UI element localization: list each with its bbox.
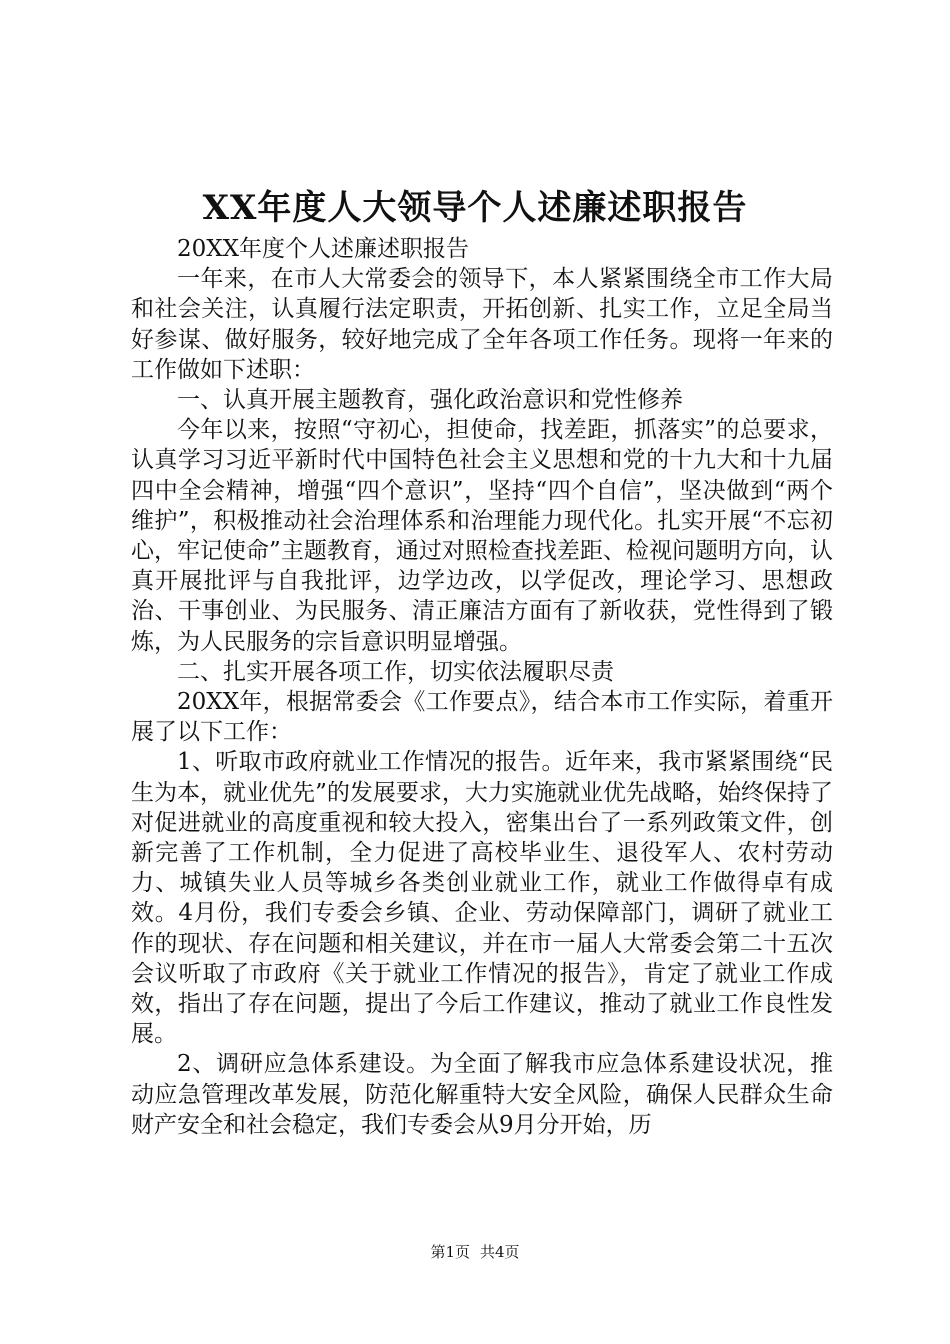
page-footer bbox=[0, 1242, 950, 1262]
document-body bbox=[131, 234, 833, 1140]
paragraph-subtitle: 20XX年度个人述廉述职报告 bbox=[177, 236, 470, 262]
document-title: XX年度人大领导个人述廉述职报告 bbox=[202, 188, 748, 228]
section-heading-2: 二、扎实开展各项工作，切实依法履职尽责 bbox=[177, 658, 614, 685]
paragraph-section-2-intro: 20XX年，根据常委会《工作要点》，结合本市工作实际，着重开展了以下工作： bbox=[131, 689, 833, 746]
page-total: 共4页 bbox=[480, 1243, 520, 1261]
paragraph-item-1: 1、听取市政府就业工作情况的报告。近年来，我市紧紧围绕“民生为本，就业优先”的发展要求，大力实施就业优先战略，始终保持了对促进就业的高度重视和较大投入，密集出台了一系列政策文件，创新完善了工作机制，全力促进了高校毕业生、退役军人、农村劳动力、城镇失业人员等城乡各类创业就业工作，就业工作做得卓有成效。4月份，我们专委会乡镇、企业、劳动保障部门，调研了就业工作的现状、存在问题和相关建议，并在市一届人大常委会第二十五次会议听取了市政府《关于就业工作情况的报告》，肯定了就业工作成效，指出了存在问题，提出了今后工作建议，推动了就业工作良性发展。 bbox=[131, 749, 833, 1048]
paragraph-intro: 一年来，在市人大常委会的领导下，本人紧紧围绕全市工作大局和社会关注，认真履行法定职责，开拓创新、扎实工作，立足全局当好参谋、做好服务，较好地完成了全年各项工作任务。现将一年来的工作做如下述职： bbox=[131, 266, 833, 383]
paragraph-section-1: 今年以来，按照“守初心，担使命，找差距，抓落实”的总要求，认真学习习近平新时代中国特色社会主义思想和党的十九大和十九届四中全会精神，增强“四个意识”，坚持“四个自信”，坚决做到“两个维护”，积极推动社会治理体系和治理能力现代化。扎实开展“不忘初心，牢记使命”主题教育，通过对照检查找差距、检视问题明方向，认真开展批评与自我批评，边学边改，以学促改，理论学习、思想政治、干事创业、为民服务、清正廉洁方面有了新收获，党性得到了锻炼，为人民服务的宗旨意识明显增强。 bbox=[131, 417, 833, 655]
section-heading-1: 一、认真开展主题教育，强化政治意识和党性修养 bbox=[177, 387, 683, 414]
page-number: 第1页 bbox=[430, 1243, 470, 1261]
paragraph-item-2: 2、调研应急体系建设。为全面了解我市应急体系建设状况，推动应急管理改革发展，防范化解重特大安全风险，确保人民群众生命财产安全和社会稳定，我们专委会从9月分开始，历 bbox=[131, 1051, 833, 1138]
